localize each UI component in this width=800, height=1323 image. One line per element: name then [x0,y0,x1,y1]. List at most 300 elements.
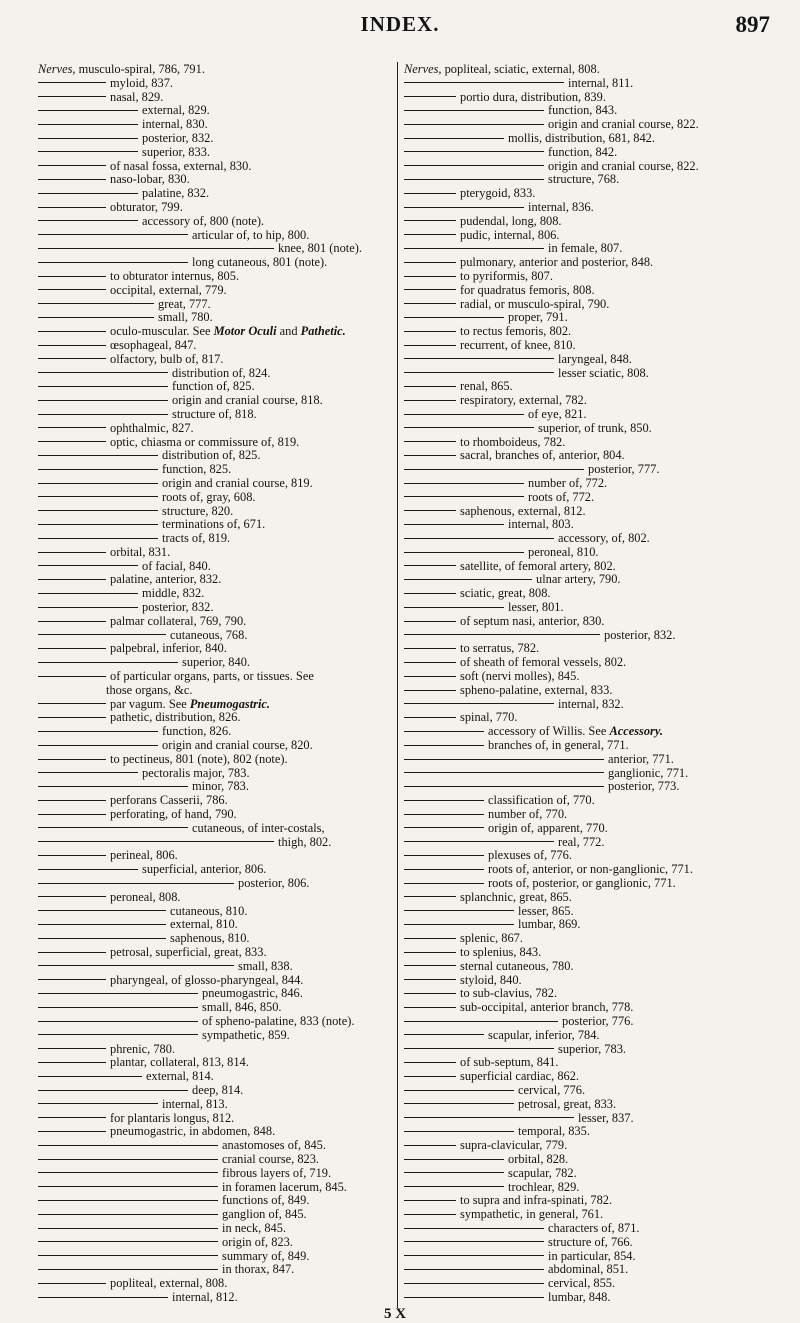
leader-dash [404,924,514,925]
entry-text: origin and cranial course, 818. [172,393,323,408]
entry-text: for quadratus femoris, 808. [460,282,595,297]
index-entry [38,587,396,601]
leader-dash [38,621,106,622]
index-entry [404,794,774,808]
index-entry [38,353,396,367]
leader-dash [38,96,106,97]
index-entry [38,987,396,1001]
leader-dash [404,414,524,415]
entry-text: temporal, 835. [518,1124,590,1139]
index-entry [38,560,396,574]
entry-heading: Nerves, [38,62,76,76]
entry-text: of nasal fossa, external, 830. [110,158,252,173]
index-entry [404,132,774,146]
index-entry [404,380,774,394]
leader-dash [404,96,456,97]
leader-dash [404,124,544,125]
index-entry [38,104,396,118]
entry-text: sacral, branches of, anterior, 804. [460,448,625,463]
entry-text: soft (nervi molles), 845. [460,669,580,684]
index-entry [404,270,774,284]
index-entry [404,1153,774,1167]
index-entry [404,1167,774,1181]
leader-dash [404,262,456,263]
index-entry [38,1098,396,1112]
entry-text: cervical, 776. [518,1082,586,1097]
leader-dash [38,593,138,594]
index-entry [38,684,396,698]
entry-text: respiratory, external, 782. [460,393,587,408]
cross-reference: Accessory. [609,724,663,739]
entry-text: roots of, gray, 608. [162,489,256,504]
leader-dash [404,538,554,539]
index-entry [404,91,774,105]
entry-text: origin and cranial course, 819. [162,475,313,490]
leader-dash [404,386,456,387]
index-entry [38,573,396,587]
entry-text: palatine, 832. [142,186,210,201]
leader-dash [38,1034,198,1035]
index-entry [404,367,774,381]
entry-text: internal, 836. [528,199,594,214]
entry-text: oculo-muscular. See [110,324,214,339]
entry-text: roots of, 772. [528,489,595,504]
entry-text: posterior, 806. [238,876,310,891]
index-entry [38,394,396,408]
leader-dash [38,358,106,359]
entry-text: long cutaneous, 801 (note). [192,255,328,270]
entry-text: in female, 807. [548,241,623,256]
entry-text: origin and cranial course, 820. [162,738,313,753]
entry-text: perineal, 806. [110,848,178,863]
entry-text: lesser, 865. [518,903,574,918]
index-entry [404,932,774,946]
entry-text: renal, 865. [460,379,513,394]
entry-text: posterior, 832. [142,600,214,615]
index-entry [404,780,774,794]
leader-dash [404,703,554,704]
entry-text: pulmonary, anterior and posterior, 848. [460,255,654,270]
index-entry [38,836,396,850]
leader-dash [38,979,106,980]
index-entry [404,1112,774,1126]
entry-text: lesser sciatic, 808. [558,365,649,380]
leader-dash [38,1214,218,1215]
leader-dash [38,1228,218,1229]
entry-text: origin of, 823. [222,1234,293,1249]
leader-dash [404,745,484,746]
index-entry [404,739,774,753]
index-entry [38,698,396,712]
leader-dash [404,731,484,732]
entry-text: cutaneous, 810. [170,903,248,918]
index-entry [38,173,396,187]
entry-text: to pyriformis, 807. [460,268,553,283]
entry-text: radial, or musculo-spiral, 790. [460,296,610,311]
index-entry [404,753,774,767]
entry-text: number of, 772. [528,475,608,490]
leader-dash [404,1186,504,1187]
entry-text: petrosal, great, 833. [518,1096,617,1111]
index-entry [404,77,774,91]
index-entry [404,836,774,850]
leader-dash [38,952,106,953]
leader-dash [38,993,198,994]
leader-dash [404,1172,504,1173]
index-entry [38,118,396,132]
leader-dash [404,1269,544,1270]
leader-dash [38,965,234,966]
index-entry [38,1043,396,1057]
index-entry [38,242,396,256]
index-entry [38,1056,396,1070]
index-entry [404,587,774,601]
entry-text: for plantaris longus, 812. [110,1110,235,1125]
index-entry [404,711,774,725]
entry-text: function, 843. [548,103,618,118]
index-entry [404,518,774,532]
leader-dash [38,1076,142,1077]
entry-text: structure, 820. [162,503,234,518]
entry-text: posterior, 832. [142,130,214,145]
entry-text: accessory, of, 802. [558,531,650,546]
index-entry [38,284,396,298]
entry-text: peroneal, 808. [110,889,181,904]
entry-text: those organs, &c. [106,682,193,697]
entry-text: in thorax, 847. [222,1262,295,1277]
leader-dash [38,1186,218,1187]
index-entry [404,656,774,670]
leader-dash [38,455,158,456]
leader-dash [38,469,158,470]
leader-dash [404,841,554,842]
index-entry [404,642,774,656]
entry-text: pharyngeal, of glosso-pharyngeal, 844. [110,972,304,987]
entry-text: of particular organs, parts, or tissues. See [110,669,314,684]
leader-dash [38,427,106,428]
leader-dash [404,1021,558,1022]
entry-text: knee, 801 (note). [278,241,362,256]
leader-dash [404,1228,544,1229]
leader-dash [404,1007,456,1008]
index-entry [38,739,396,753]
leader-dash [38,1021,198,1022]
entry-text: small, 780. [158,310,213,325]
leader-dash [38,717,106,718]
index-entry [38,367,396,381]
leader-dash [38,1297,168,1298]
index-entry [404,491,774,505]
entry-text: articular of, to hip, 800. [192,227,310,242]
index-entry [38,767,396,781]
index-entry [404,160,774,174]
entry-text: trochlear, 829. [508,1179,580,1194]
entry-text: sciatic, great, 808. [460,586,551,601]
entry-text: myloid, 837. [110,75,173,90]
leader-dash [38,524,158,525]
leader-dash [404,110,544,111]
entry-text: internal, 830. [142,117,208,132]
entry-text: internal, 813. [162,1096,228,1111]
index-entry [404,1098,774,1112]
index-entry [404,974,774,988]
entry-text: obturator, 799. [110,199,183,214]
index-entry [404,201,774,215]
index-entry [404,187,774,201]
index-entry [404,946,774,960]
index-entry [404,560,774,574]
index-entry [38,1070,396,1084]
entry-text: supra-clavicular, 779. [460,1138,568,1153]
index-entry [38,339,396,353]
leader-dash [404,1297,544,1298]
leader-dash [38,634,166,635]
leader-dash [404,869,484,870]
entry-text: in foramen lacerum, 845. [222,1179,347,1194]
leader-dash [404,1214,456,1215]
index-entry [404,104,774,118]
entry-text: perforating, of hand, 790. [110,807,237,822]
entry-text: cutaneous, of inter-costals, [192,820,325,835]
signature-mark: 5 X [384,1306,407,1322]
leader-dash [38,262,188,263]
entry-text: optic, chiasma or commissure of, 819. [110,434,300,449]
index-entry [38,1029,396,1043]
leader-dash [404,648,456,649]
leader-dash [404,607,504,608]
leader-dash [404,1117,574,1118]
leader-dash [38,1172,218,1173]
entry-text: orbital, 828. [508,1151,569,1166]
entry-text: internal, 811. [568,75,634,90]
entry-text: to supra and infra-spinati, 782. [460,1193,613,1208]
index-entry [404,353,774,367]
leader-dash [38,1241,218,1242]
leader-dash [38,800,106,801]
entry-text: of spheno-palatine, 833 (note). [202,1013,355,1028]
leader-dash [38,207,106,208]
index-entry [38,1194,396,1208]
entry-text: posterior, 773. [608,779,680,794]
leader-dash [38,331,106,332]
index-entry [404,1139,774,1153]
entry-text: deep, 814. [192,1082,244,1097]
index-entry [38,1277,396,1291]
entry-text: minor, 783. [192,779,249,794]
leader-dash [404,910,514,911]
entry-text: in neck, 845. [222,1220,287,1235]
leader-dash [404,579,532,580]
leader-dash [38,1269,218,1270]
index-entry [38,1291,396,1305]
index-entry [404,1263,774,1277]
entry-text: sternal cutaneous, 780. [460,958,574,973]
entry-text: ulnar artery, 790. [536,572,621,587]
index-entry [404,118,774,132]
leader-dash [404,496,524,497]
leader-dash [38,552,106,553]
entry-text: cranial course, 823. [222,1151,320,1166]
index-column-right [404,63,774,1305]
entry-text: pneumogastric, 846. [202,986,303,1001]
entry-text: palatine, anterior, 832. [110,572,222,587]
index-entry [38,601,396,615]
leader-dash [404,165,544,166]
index-entry [38,298,396,312]
index-entry [38,491,396,505]
index-entry [38,1139,396,1153]
index-entry [404,1277,774,1291]
index-entry [404,146,774,160]
leader-dash [38,565,138,566]
index-entry [38,670,396,684]
index-entry [404,1236,774,1250]
index-entry [404,670,774,684]
index-entry [404,215,774,229]
leader-dash [38,676,106,677]
index-entry [38,905,396,919]
leader-dash [404,179,544,180]
index-entry [38,505,396,519]
leader-dash [404,1131,514,1132]
leader-dash [404,345,456,346]
leader-dash [404,883,484,884]
index-entry [38,201,396,215]
entry-text: external, 810. [170,917,238,932]
entry-text: external, 814. [146,1069,214,1084]
entry-text: recurrent, of knee, 810. [460,337,576,352]
entry-text: function, 842. [548,144,618,159]
entry-text: scapular, 782. [508,1165,577,1180]
leader-dash [404,800,484,801]
leader-dash [38,124,138,125]
leader-dash [404,1062,456,1063]
index-entry [38,1208,396,1222]
index-entry [404,63,774,77]
entry-text: to serratus, 782. [460,641,540,656]
leader-dash [38,1117,106,1118]
leader-dash [404,317,504,318]
index-entry [38,711,396,725]
leader-dash [38,896,106,897]
entry-text: lumbar, 848. [548,1289,611,1304]
entry-text: functions of, 849. [222,1193,310,1208]
column-divider [397,62,398,1308]
entry-text: superior, 783. [558,1041,626,1056]
entry-text: pathetic, distribution, 826. [110,710,241,725]
index-entry [404,408,774,422]
entry-text: distribution of, 824. [172,365,271,380]
index-entry [38,1084,396,1098]
leader-dash [38,538,158,539]
entry-text: occipital, external, 779. [110,282,227,297]
leader-dash [38,165,106,166]
index-entry [38,477,396,491]
leader-dash [38,193,138,194]
index-entry [404,284,774,298]
leader-dash [38,510,158,511]
index-entry [404,822,774,836]
leader-dash [38,786,188,787]
leader-dash [404,952,456,953]
entry-text: real, 772. [558,834,605,849]
index-entry [404,1084,774,1098]
index-entry [404,339,774,353]
leader-dash [38,759,106,760]
index-entry [38,615,396,629]
entry-text: pneumogastric, in abdomen, 848. [110,1124,276,1139]
index-entry [38,325,396,339]
entry-text: roots of, posterior, or ganglionic, 771. [488,876,676,891]
entry-text: function, 826. [162,724,232,739]
leader-dash [38,772,138,773]
entry-text: branches of, in general, 771. [488,738,629,753]
entry-text: of septum nasi, anterior, 830. [460,613,605,628]
index-entry [404,960,774,974]
entry-text: structure of, 766. [548,1234,633,1249]
entry-text: palmar collateral, 769, 790. [110,613,247,628]
leader-dash [38,579,106,580]
entry-text: tracts of, 819. [162,531,231,546]
index-entry [38,1153,396,1167]
leader-dash [404,220,456,221]
leader-dash [38,110,138,111]
index-entry [404,905,774,919]
index-entry [404,725,774,739]
index-entry [404,629,774,643]
entry-text: superior, of trunk, 850. [538,420,652,435]
entry-text: peroneal, 810. [528,544,599,559]
index-entry [404,463,774,477]
leader-dash [38,910,166,911]
entry-text: roots of, anterior, or non-ganglionic, 771. [488,862,693,877]
leader-dash [404,621,456,622]
entry-text: abdominal, 851. [548,1262,629,1277]
entry-text: saphenous, 810. [170,931,250,946]
index-entry [38,656,396,670]
leader-dash [404,662,456,663]
leader-dash [404,151,544,152]
leader-dash [38,1283,106,1284]
leader-dash [404,965,456,966]
entry-text: origin of, apparent, 770. [488,820,608,835]
leader-dash [38,745,158,746]
entry-text: scapular, inferior, 784. [488,1027,600,1042]
leader-dash [404,1200,456,1201]
index-entry [404,1070,774,1084]
index-entry [404,987,774,1001]
entry-text: accessory of Willis. See [488,724,610,739]
leader-dash [404,358,554,359]
leader-dash [38,883,234,884]
index-entry [38,1167,396,1181]
index-entry [38,146,396,160]
entry-text: distribution of, 825. [162,448,261,463]
leader-dash [404,1145,456,1146]
leader-dash [404,427,534,428]
entry-text: superficial cardiac, 862. [460,1069,580,1084]
index-entry [38,270,396,284]
index-entry [38,780,396,794]
entry-text: pudendal, long, 808. [460,213,562,228]
index-entry [404,1208,774,1222]
index-entry [404,1029,774,1043]
entry-text: anterior, 771. [608,751,674,766]
entry-text: summary of, 849. [222,1248,310,1263]
leader-dash [404,1090,514,1091]
index-entry [38,960,396,974]
leader-dash [38,1159,218,1160]
